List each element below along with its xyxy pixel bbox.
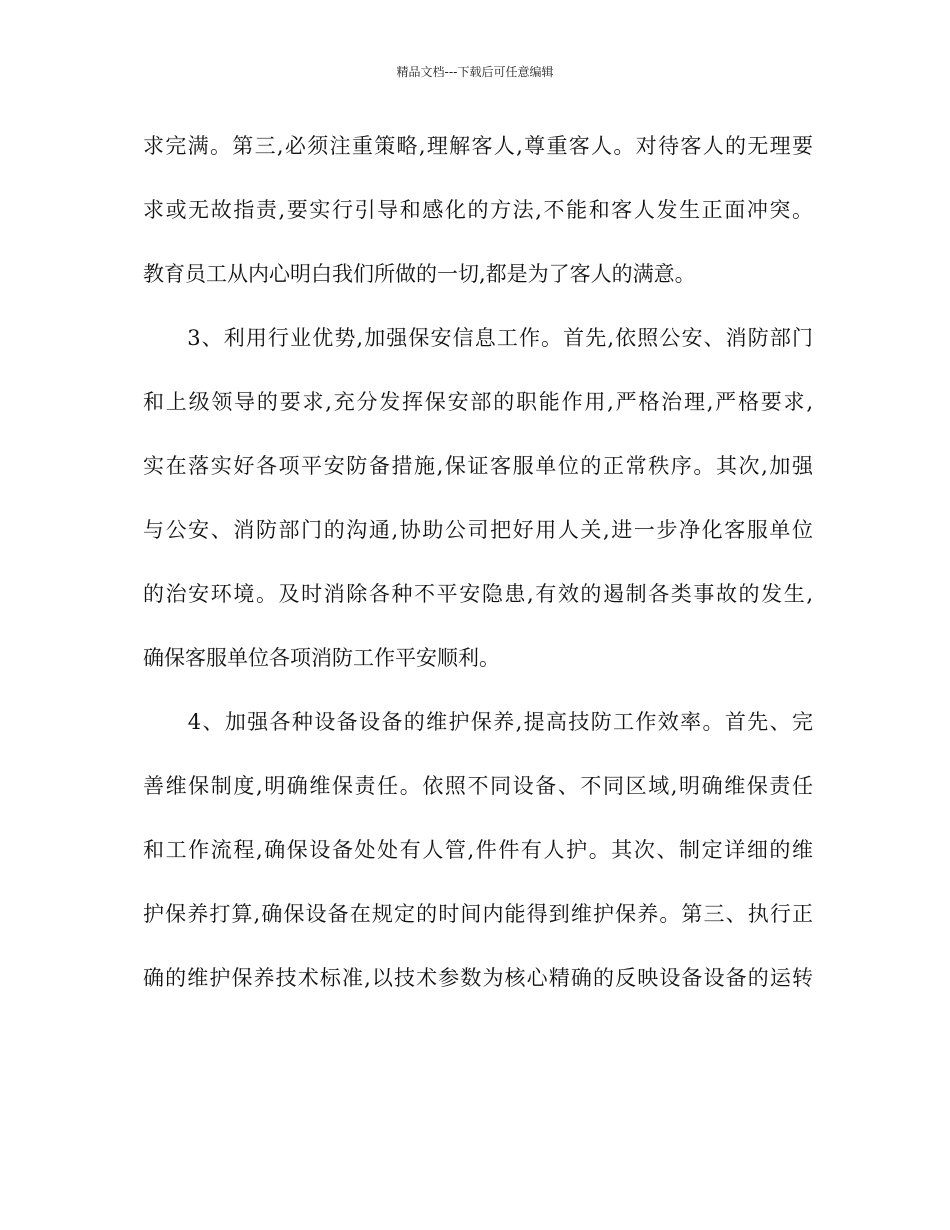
text-line: 实在落实好各项平安防备措施,保证客服单位的正常秩序。其次,加强 <box>143 454 813 478</box>
text-line: 的治安环境。及时消除各种不平安隐患,有效的遏制各类事故的发生, <box>143 582 813 606</box>
page-header: 精品文档---下载后可任意编辑 <box>396 65 554 79</box>
text-line: 与公安、消防部门的沟通,协助公司把好用人关,进一步净化客服单位 <box>143 518 813 542</box>
text-line: 教育员工从内心明白我们所做的一切,都是为了客人的满意。 <box>143 262 696 286</box>
text-line: 护保养打算,确保设备在规定的时间内能得到维护保养。第三、执行正 <box>143 902 813 926</box>
text-line: 确的维护保养技术标准,以技术参数为核心精确的反映设备设备的运转 <box>143 966 813 990</box>
text-line: 确保客服单位各项消防工作平安顺利。 <box>143 646 500 670</box>
text-line: 和工作流程,确保设备处处有人管,件件有人护。其次、制定详细的维 <box>143 838 813 862</box>
text-line: 求完满。第三,必须注重策略,理解客人,尊重客人。对待客人的无理要 <box>143 134 813 158</box>
text-line: 求或无故指责,要实行引导和感化的方法,不能和客人发生正面冲突。 <box>143 198 813 222</box>
text-line: 3、利用行业优势,加强保安信息工作。首先,依照公安、消防部门 <box>143 326 813 350</box>
text-line: 和上级领导的要求,充分发挥保安部的职能作用,严格治理,严格要求, <box>143 390 813 414</box>
document-body <box>143 114 813 1010</box>
text-line: 4、加强各种设备设备的维护保养,提高技防工作效率。首先、完 <box>143 710 813 734</box>
text-line: 善维保制度,明确维保责任。依照不同设备、不同区域,明确维保责任 <box>143 774 813 798</box>
